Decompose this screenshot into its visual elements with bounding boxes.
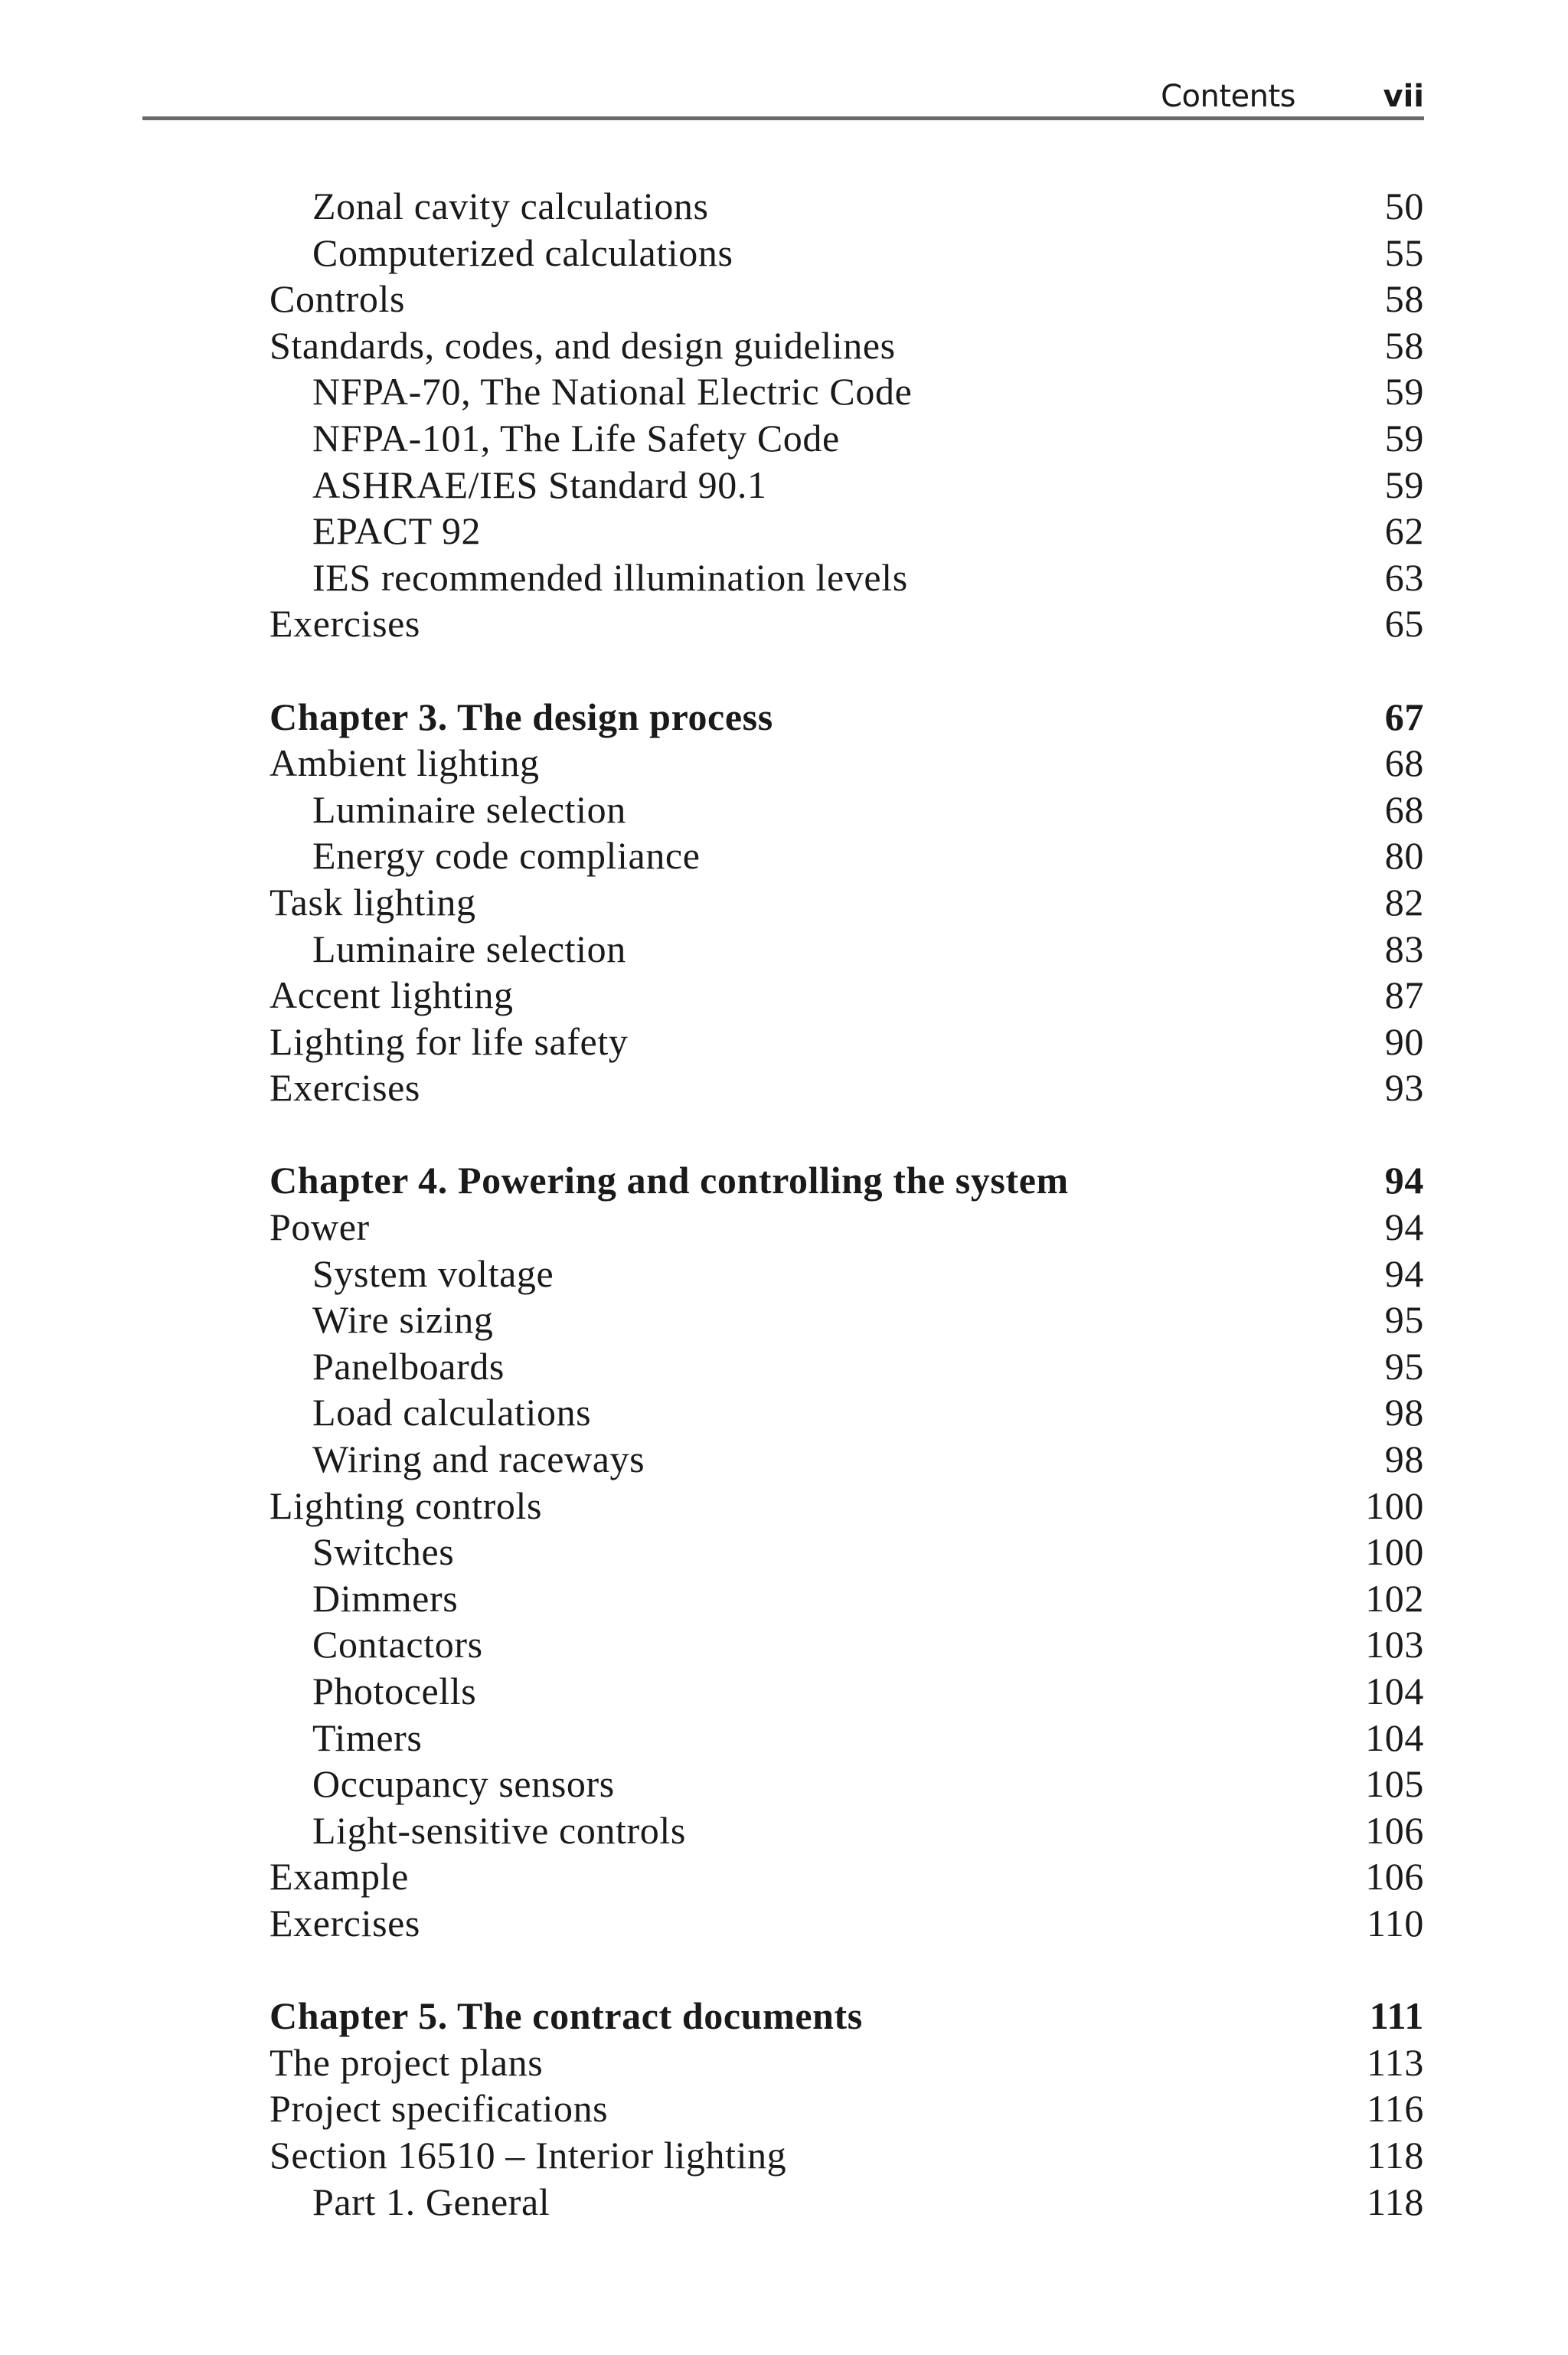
- header-rule: [142, 116, 1424, 120]
- toc-entry: [270, 1436, 1424, 1483]
- toc-entry-page: 104: [1365, 1670, 1424, 1712]
- toc-entry-label: NFPA-101, The Life Safety Code: [312, 416, 840, 460]
- toc-entry-page: 82: [1384, 880, 1424, 924]
- toc-entry: [270, 1251, 1424, 1297]
- toc-entry: [270, 1900, 1424, 1947]
- toc-entry-label: System voltage: [312, 1251, 554, 1295]
- toc-entry-label: Chapter 3. The design process: [270, 695, 773, 738]
- toc-entry-page: 68: [1384, 741, 1424, 785]
- toc-entry: [270, 740, 1424, 787]
- toc-entry-label: Section 16510 – Interior lighting: [270, 2133, 787, 2177]
- toc-entry: [270, 508, 1424, 554]
- toc-entry-page: 59: [1384, 370, 1424, 414]
- toc-entry-label: Occupancy sensors: [312, 1762, 615, 1806]
- toc-entry-label: ASHRAE/IES Standard 90.1: [312, 463, 767, 506]
- toc-entry-page: 58: [1384, 323, 1424, 367]
- toc-entry: [270, 183, 1424, 230]
- toc-chapter-entry: [270, 694, 1424, 741]
- toc-entry-page: 104: [1365, 1716, 1424, 1759]
- toc-entry: [270, 1204, 1424, 1251]
- toc-entry-label: IES recommended illumination levels: [312, 555, 908, 599]
- toc-entry: [270, 2179, 1424, 2226]
- toc-entry-label: Load calculations: [312, 1391, 592, 1434]
- toc-entry-label: Timers: [312, 1716, 423, 1759]
- toc-entry-page: 95: [1384, 1298, 1424, 1342]
- toc-entry-label: Chapter 5. The contract documents: [270, 1994, 863, 2038]
- toc-entry-page: 58: [1384, 277, 1424, 321]
- toc-entry-page: 118: [1367, 2180, 1424, 2223]
- toc-entry-label: Power: [270, 1205, 370, 1249]
- toc-entry-label: Light-sensitive controls: [312, 1808, 686, 1852]
- toc-entry-page: 94: [1384, 1205, 1424, 1249]
- toc-entry-label: Dimmers: [312, 1576, 459, 1620]
- toc-entry: [270, 1807, 1424, 1854]
- toc-entry: [270, 2039, 1424, 2086]
- toc-entry-page: 87: [1384, 973, 1424, 1017]
- toc-entry-page: 63: [1384, 555, 1424, 599]
- toc-entry-page: 83: [1384, 927, 1424, 970]
- toc-entry-label: Part 1. General: [312, 2180, 550, 2223]
- toc-entry-page: 106: [1365, 1808, 1424, 1852]
- toc-entry-label: Controls: [270, 277, 406, 321]
- toc-entry-label: EPACT 92: [312, 509, 482, 553]
- toc-entry-label: Wire sizing: [312, 1298, 494, 1342]
- toc-entry-page: 102: [1365, 1576, 1424, 1620]
- toc-entry-label: Ambient lighting: [270, 741, 540, 785]
- toc-entry-label: Luminaire selection: [312, 927, 626, 970]
- toc-entry: [270, 1297, 1424, 1343]
- toc-entry-page: 100: [1365, 1483, 1424, 1527]
- toc-entry: [270, 368, 1424, 415]
- toc-entry-page: 98: [1384, 1391, 1424, 1434]
- toc-entry-label: Lighting for life safety: [270, 1019, 629, 1063]
- toc-entry: [270, 1529, 1424, 1575]
- toc-entry-label: Luminaire selection: [312, 787, 626, 831]
- toc-entry-page: 59: [1384, 416, 1424, 460]
- toc-entry-label: Switches: [312, 1530, 455, 1574]
- table-of-contents: [270, 183, 1424, 2225]
- running-head-title: Contents: [1161, 79, 1295, 114]
- toc-entry-label: Energy code compliance: [312, 834, 701, 878]
- toc-entry-page: 100: [1365, 1530, 1424, 1574]
- toc-entry-label: Project specifications: [270, 2087, 609, 2131]
- toc-entry-label: The project plans: [270, 2040, 544, 2084]
- toc-entry: [270, 1065, 1424, 1111]
- toc-entry-page: 68: [1384, 787, 1424, 831]
- toc-entry-label: Exercises: [270, 1066, 420, 1110]
- toc-entry-page: 90: [1384, 1019, 1424, 1063]
- toc-entry: [270, 879, 1424, 926]
- toc-entry-label: Computerized calculations: [312, 231, 733, 274]
- toc-entry-label: Task lighting: [270, 880, 476, 924]
- running-head: [142, 74, 1424, 119]
- toc-entry: [270, 787, 1424, 833]
- toc-entry-label: Contactors: [312, 1623, 483, 1666]
- toc-entry-label: Example: [270, 1855, 409, 1899]
- toc-entry: [270, 1019, 1424, 1065]
- toc-entry-page: 94: [1384, 1159, 1424, 1202]
- toc-entry-label: Wiring and raceways: [312, 1438, 645, 1481]
- toc-entry-page: 98: [1384, 1438, 1424, 1481]
- toc-entry-label: Zonal cavity calculations: [312, 185, 709, 227]
- toc-entry: [270, 1715, 1424, 1761]
- toc-entry-page: 105: [1365, 1762, 1424, 1806]
- toc-entry: [270, 462, 1424, 509]
- toc-entry-label: Exercises: [270, 1901, 420, 1945]
- toc-entry: [270, 230, 1424, 276]
- toc-entry-page: 62: [1384, 509, 1424, 553]
- toc-entry: [270, 415, 1424, 462]
- toc-entry-page: 106: [1365, 1855, 1424, 1899]
- toc-entry-label: Photocells: [312, 1670, 477, 1712]
- toc-entry: [270, 1621, 1424, 1668]
- toc-entry-page: 95: [1384, 1344, 1424, 1388]
- toc-entry-page: 94: [1384, 1251, 1424, 1295]
- toc-entry: [270, 1668, 1424, 1715]
- toc-entry-page: 67: [1384, 695, 1424, 738]
- toc-entry: [270, 972, 1424, 1019]
- toc-entry: [270, 600, 1424, 647]
- toc-entry: [270, 1761, 1424, 1807]
- toc-entry: [270, 1389, 1424, 1436]
- toc-entry-page: 113: [1367, 2040, 1424, 2084]
- toc-entry-page: 118: [1367, 2133, 1424, 2177]
- toc-entry-page: 111: [1369, 1994, 1424, 2038]
- toc-entry-label: Panelboards: [312, 1344, 505, 1388]
- toc-entry-page: 103: [1365, 1623, 1424, 1666]
- toc-entry-label: NFPA-70, The National Electric Code: [312, 370, 913, 414]
- toc-entry: [270, 276, 1424, 322]
- toc-entry-label: Accent lighting: [270, 973, 514, 1017]
- toc-entry-page: 65: [1384, 602, 1424, 646]
- toc-entry: [270, 926, 1424, 973]
- toc-entry-label: Exercises: [270, 602, 420, 646]
- toc-entry-page: 93: [1384, 1066, 1424, 1110]
- toc-entry: [270, 1343, 1424, 1390]
- toc-entry-page: 50: [1384, 185, 1424, 227]
- toc-chapter-entry: [270, 1993, 1424, 2039]
- toc-entry-page: 80: [1384, 834, 1424, 878]
- toc-entry: [270, 832, 1424, 879]
- toc-entry: [270, 322, 1424, 369]
- toc-entry: [270, 1483, 1424, 1529]
- toc-entry-label: Standards, codes, and design guidelines: [270, 323, 896, 367]
- toc-entry: [270, 1853, 1424, 1900]
- toc-entry-page: 55: [1384, 231, 1424, 274]
- toc-entry: [270, 2132, 1424, 2179]
- toc-entry: [270, 1575, 1424, 1622]
- toc-entry-page: 59: [1384, 463, 1424, 506]
- toc-entry-label: Lighting controls: [270, 1483, 543, 1527]
- toc-entry-page: 110: [1367, 1901, 1424, 1945]
- toc-entry: [270, 554, 1424, 601]
- toc-entry: [270, 2085, 1424, 2132]
- toc-entry-page: 116: [1367, 2087, 1424, 2131]
- page-number: vii: [1383, 79, 1424, 114]
- toc-entry-label: Chapter 4. Powering and controlling the system: [270, 1159, 1069, 1202]
- toc-chapter-entry: [270, 1157, 1424, 1204]
